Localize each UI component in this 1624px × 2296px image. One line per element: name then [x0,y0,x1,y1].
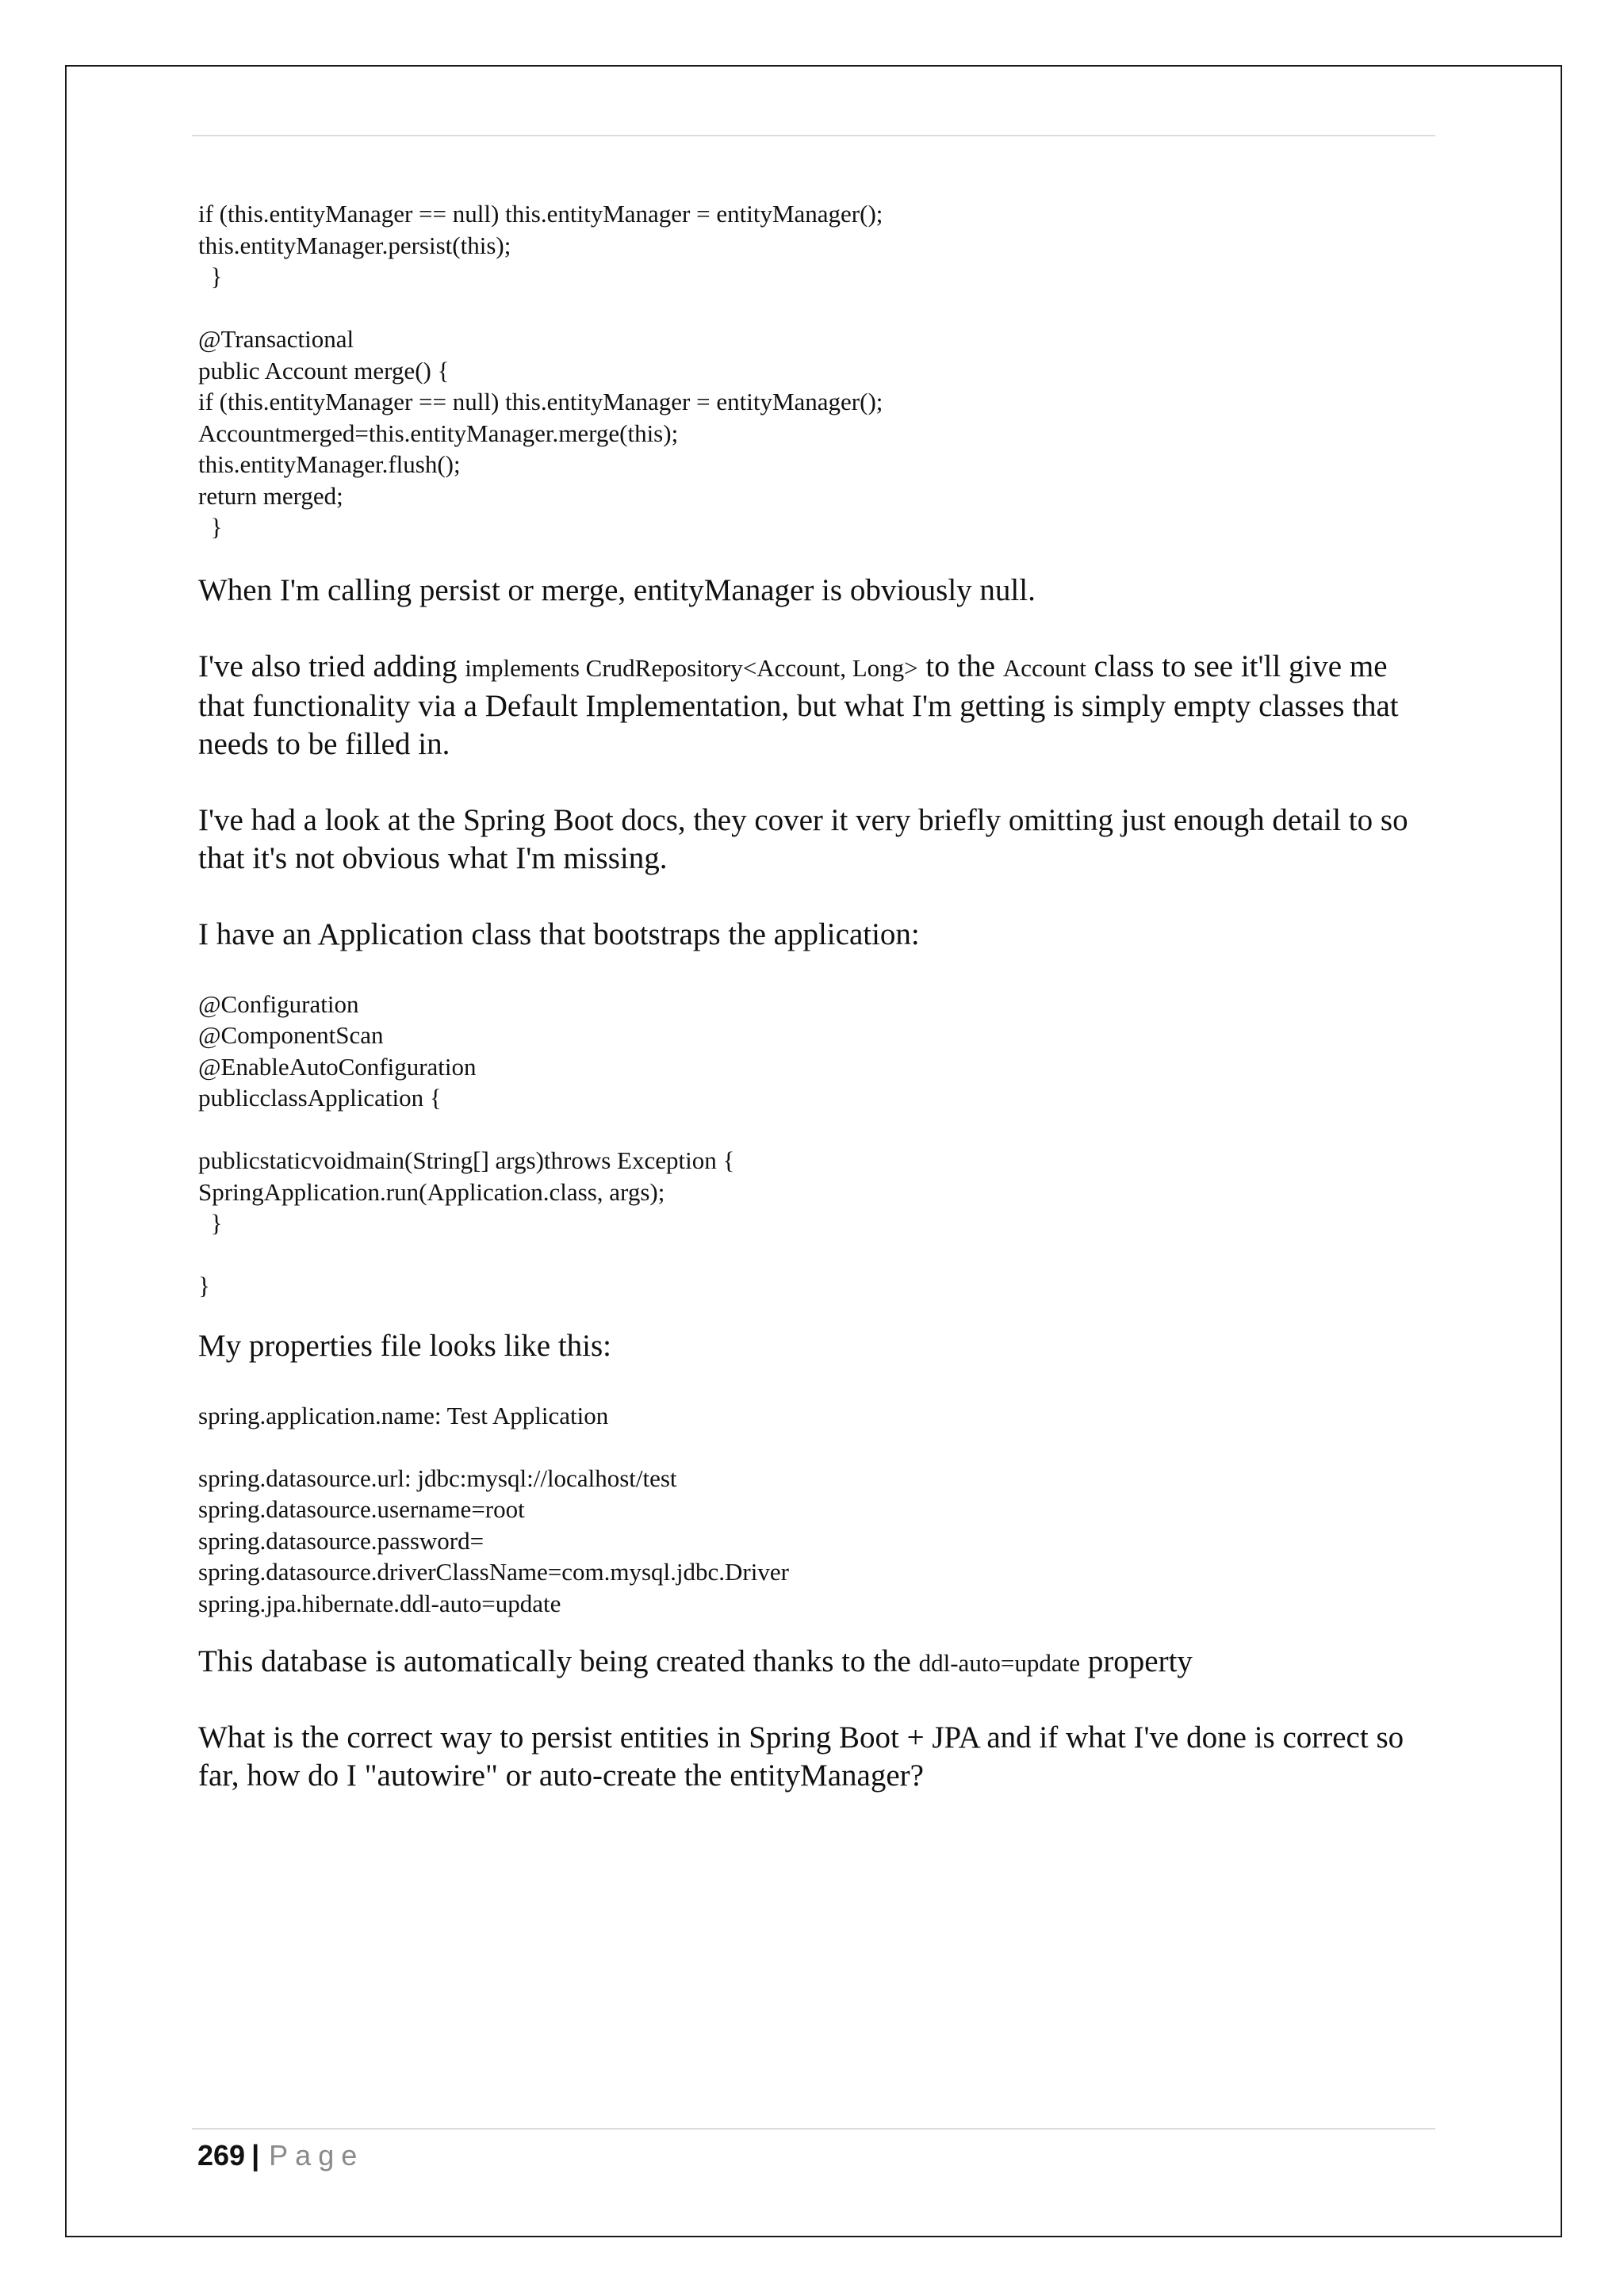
paragraph-text: to the [917,649,1003,683]
paragraph-properties-file: My properties file looks like this: [198,1328,612,1363]
paragraph-application-class: I have an Application class that bootstraps the application: [198,916,920,951]
paragraph-text: I've also tried adding [198,649,465,683]
page-footer [197,2138,364,2173]
paragraph-text: This database is automatically being created thanks to the [198,1644,919,1678]
code-block-properties: spring.application.name: Test Application spring.datasource.url: jdbc:mysql://localhost/test spring.datasource.username=root spring.datasource.password= spring.datasource.driverClassName=com.mysql.jdbc.Driver spring.jpa.hibernate.ddl-auto=update [198,1401,789,1617]
page-number: 269 [197,2139,246,2172]
header-rule [192,135,1435,136]
paragraph-database-created [198,1643,1435,1682]
page-separator: | [251,2139,260,2172]
footer-rule [192,2128,1435,2130]
paragraph-spring-boot-docs: I've had a look at the Spring Boot docs, they cover it very briefly omitting just enough detail to so that it's not obvious what I'm missing. [198,802,1408,875]
code-block-merge: if (this.entityManager == null) this.entityManager = entityManager(); this.entityManager.persist(this); } @Transactional public Account merge() { if (this.entityManager == null) this.entityManager = entityManager(); Accountmerged=this.entityManager.merge(this); this.entityManager.flush(); return merged; } [198,200,883,541]
inline-code-ddl-auto: ddl-auto=update [918,1649,1081,1677]
paragraph-question: What is the correct way to persist entities in Spring Boot + JPA and if what I've done is correct so far, how do I "autowire" or auto-create the entityManager? [198,1720,1404,1793]
page-label: Page [269,2139,365,2172]
inline-code-implements: implements CrudRepository<Account, Long> [465,653,918,682]
paragraph-crud-repository [198,648,1435,763]
paragraph-text: property [1080,1644,1193,1678]
paragraph-null-entity-manager: When I'm calling persist or merge, entityManager is obviously null. [198,572,1036,607]
page-content [198,198,1435,1795]
paragraph-text: class to see it'll give me that functionality via a Default Implementation, but what I'm getting is simply empty classes that needs to be filled in. [198,649,1399,761]
inline-code-account: Account [1002,653,1086,682]
code-block-application: @Configuration @ComponentScan @EnableAutoConfiguration publicclassApplication { publicstaticvoidmain(String[] args)throws Exception { SpringApplication.run(Application.class, args); } } [198,989,735,1299]
